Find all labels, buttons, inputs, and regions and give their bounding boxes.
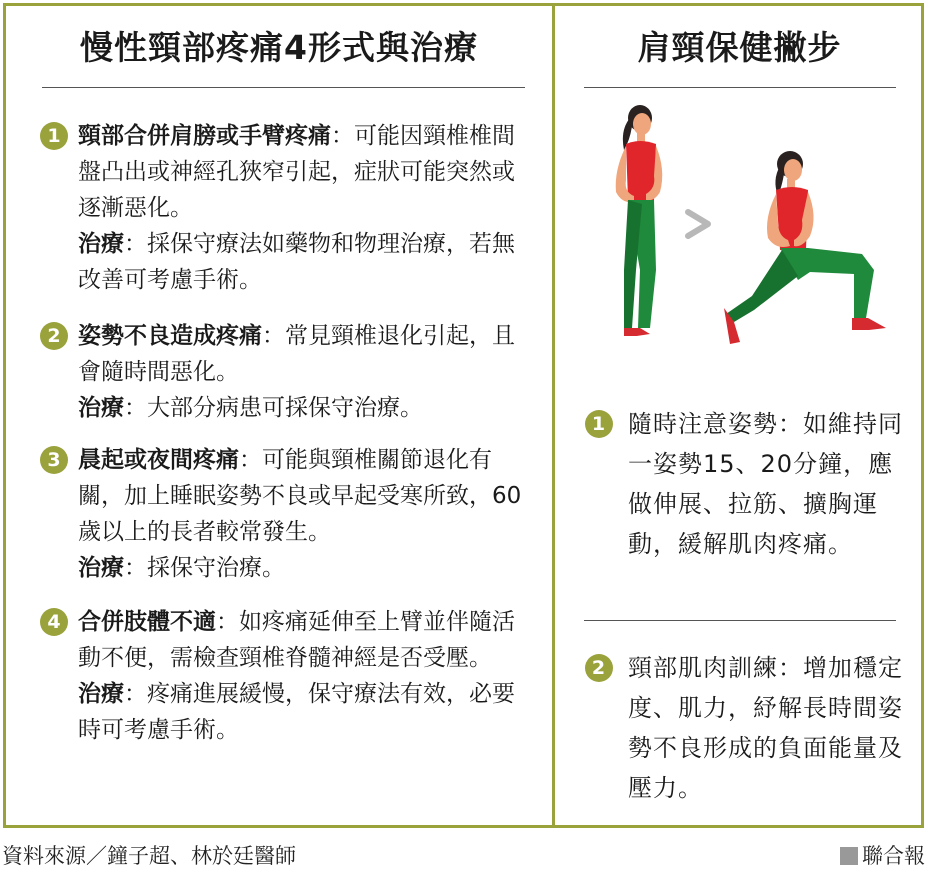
chevron-right-icon: [688, 212, 708, 236]
condition-item-1: 1 頸部合併肩膀或手臂疼痛：可能因頸椎椎間盤凸出或神經孔狹窄引起，症狀可能突然或逐漸惡化。 治療：採保守療法如藥物和物理治療，若無改善可考慮手術。: [40, 118, 532, 298]
condition-description: 可能與頸椎關節退化有關，加上睡眠姿勢不良或早起受寒所致，60歲以上的長者較常發生。: [78, 447, 522, 545]
treatment-text: 採保守治療。: [147, 555, 285, 581]
square-icon: [840, 847, 858, 865]
condition-item-2: 2 姿勢不良造成疼痛：常見頸椎退化引起，且會隨時間惡化。 治療：大部分病患可採保守治療。: [40, 318, 532, 426]
column-divider: [552, 3, 555, 828]
publisher-credit: 聯合報: [840, 840, 925, 870]
number-badge-2: 2: [585, 654, 613, 682]
condition-item-3: 3 晨起或夜間疼痛：可能與頸椎關節退化有關，加上睡眠姿勢不良或早起受寒所致，60歲以上的長者較常發生。 治療：採保守治療。: [40, 442, 532, 586]
number-badge-4: 4: [40, 608, 68, 636]
left-panel-title: 慢性頸部疼痛4形式與治療: [80, 28, 478, 67]
condition-description: 常見頸椎退化引起，且會隨時間惡化。: [78, 323, 515, 385]
standing-woman-figure: [616, 105, 663, 339]
condition-heading: 合併肢體不適: [78, 609, 216, 635]
number-badge-3: 3: [40, 446, 68, 474]
right-title-rule: [584, 87, 896, 88]
tip-item-1: [585, 404, 905, 564]
number-badge-1: 1: [585, 410, 613, 438]
tip-text: 頸部肌肉訓練：增加穩定度、肌力，紓解長時間姿勢不良形成的負面能量及壓力。: [628, 654, 903, 802]
lunging-woman-figure: [724, 151, 888, 344]
right-panel-title: 肩頸保健撇步: [637, 28, 842, 67]
treatment-label: 治療: [78, 555, 124, 581]
treatment-label: 治療: [78, 231, 124, 257]
tips-divider: [584, 620, 896, 621]
treatment-text: 採保守療法如藥物和物理治療，若無改善可考慮手術。: [78, 231, 515, 293]
condition-heading: 晨起或夜間疼痛: [78, 447, 239, 473]
treatment-text: 大部分病患可採保守治療。: [147, 395, 423, 421]
left-title-rule: [42, 87, 525, 88]
source-note: 資料來源／鐘子超、林於廷醫師: [2, 844, 296, 868]
treatment-text: 疼痛進展緩慢，保守療法有效，必要時可考慮手術。: [78, 681, 515, 743]
exercise-illustration: [584, 100, 900, 355]
condition-item-4: 4 合併肢體不適：如疼痛延伸至上臂並伴隨活動不便，需檢查頸椎脊髓神經是否受壓。 治療：疼痛進展緩慢，保守療法有效，必要時可考慮手術。: [40, 604, 532, 748]
tip-item-2: [585, 648, 905, 808]
number-badge-1: 1: [40, 122, 68, 150]
condition-heading: 姿勢不良造成疼痛: [78, 323, 262, 349]
tip-text: 隨時注意姿勢：如維持同一姿勢15、20分鐘，應做伸展、拉筋、擴胸運動，緩解肌肉疼痛。: [628, 410, 903, 558]
treatment-label: 治療: [78, 681, 124, 707]
condition-description: 可能因頸椎椎間盤凸出或神經孔狹窄引起，症狀可能突然或逐漸惡化。: [78, 123, 515, 221]
condition-heading: 頸部合併肩膀或手臂疼痛: [78, 123, 331, 149]
condition-description: 如疼痛延伸至上臂並伴隨活動不便，需檢查頸椎脊髓神經是否受壓。: [78, 609, 515, 671]
number-badge-2: 2: [40, 322, 68, 350]
treatment-label: 治療: [78, 395, 124, 421]
